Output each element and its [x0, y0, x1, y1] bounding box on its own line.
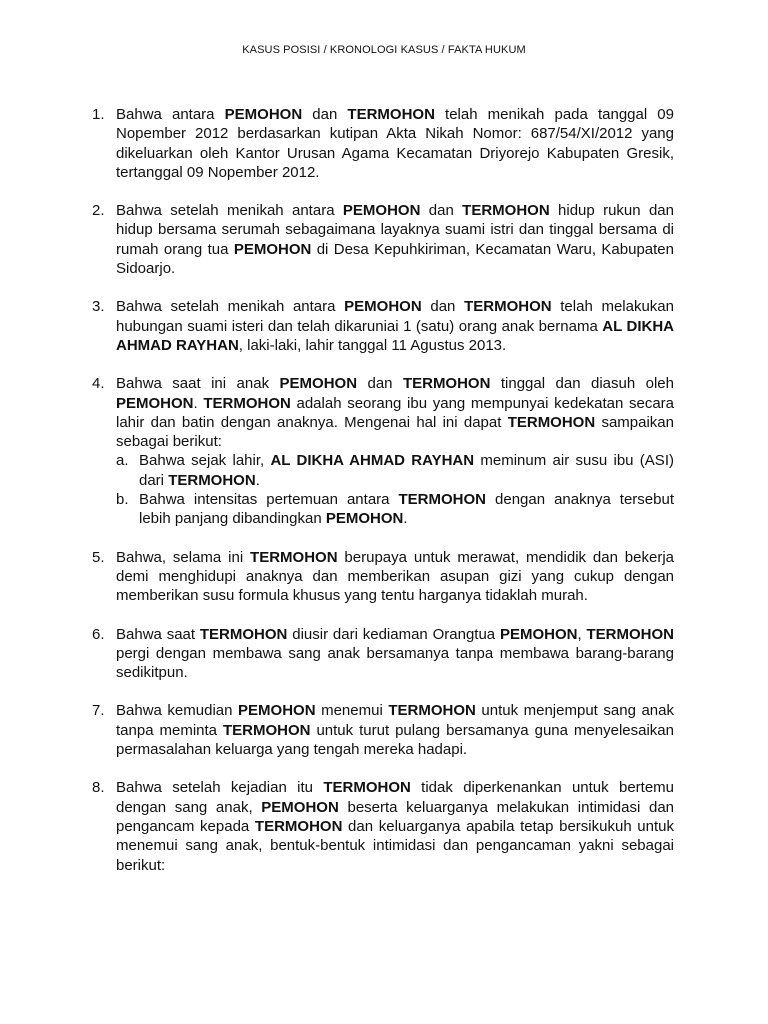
list-item — [92, 201, 674, 278]
bold-text-segment: TERMOHON — [462, 202, 550, 220]
sub-list-item — [116, 490, 674, 529]
text-segment: Bahwa setelah menikah antara — [116, 298, 345, 316]
bold-text-segment: PEMOHON — [261, 798, 339, 816]
list-item-number: 4. — [92, 375, 105, 393]
text-segment: tidak diperkenankan untuk bertemu dengan sang anak, — [116, 779, 675, 816]
sub-list-item — [116, 451, 674, 490]
text-segment: sampaikan sebagai berikut: — [116, 413, 674, 451]
bold-text-segment: AL DIKHA AHMAD RAYHAN — [270, 452, 475, 470]
text-segment: dengan anaknya tersebut lebih panjang dibandingkan — [139, 491, 675, 528]
text-segment: di Desa Kepuhkiriman, Kecamatan Waru, Kabupaten Sidoarjo. — [116, 240, 674, 278]
list-item-number: 3. — [92, 298, 105, 316]
text-segment: adalah seorang ibu yang mempunyai kedekatan secara lahir dan batin dengan anaknya. Mengenai hal ini dapat — [116, 394, 674, 431]
bold-text-segment: PEMOHON — [238, 702, 316, 720]
bold-text-segment: TERMOHON — [323, 779, 411, 797]
text-segment: . — [255, 471, 260, 489]
text-segment: dan — [302, 106, 348, 123]
bold-text-segment: PEMOHON — [233, 240, 312, 258]
text-segment: Bahwa kemudian — [116, 702, 239, 720]
bold-text-segment: TERMOHON — [398, 491, 487, 509]
sub-list-item-label: b. — [116, 491, 129, 509]
list-item-text — [116, 548, 674, 606]
text-segment: dan — [420, 202, 463, 220]
text-segment: telah menikah pada tanggal 09 Nopember 2012 berdasarkan kutipan Akta Nikah Nomor: 687/54/XI/2012 yang dikeluarkan oleh Kantor Urusan Agama Kecamatan Driyorejo Kabupaten Gresik, tertanggal 09 Nopember 2012. — [116, 106, 674, 181]
text-segment: Bahwa intensitas pertemuan antara — [139, 491, 399, 509]
fact-list — [92, 105, 674, 894]
list-item-number: 8. — [92, 779, 105, 797]
bold-text-segment: TERMOHON — [254, 817, 343, 835]
text-segment: . — [193, 394, 204, 412]
text-segment: telah melakukan hubungan suami isteri dan telah dikaruniai 1 (satu) orang anak bernama — [116, 298, 674, 335]
text-segment: , — [577, 625, 587, 643]
bold-text-segment: TERMOHON — [168, 471, 256, 489]
bold-text-segment: PEMOHON — [116, 394, 194, 412]
text-segment: dan keluarganya apabila tetap bersikukuh untuk menemui sang anak, bentuk-bentuk intimidasi dan pengancaman yakni sebagai berikut: — [116, 817, 675, 874]
text-segment: Bahwa setelah kejadian itu — [116, 779, 324, 797]
bold-text-segment: PEMOHON — [499, 625, 578, 643]
text-segment: . — [403, 510, 408, 528]
text-segment: Bahwa sejak lahir, — [139, 452, 271, 470]
text-segment: berupaya untuk merawat, mendidik dan bekerja demi menghidupi anaknya dan memberikan asupan gizi yang cukup dengan memberikan susu formula khusus yang tentu harganya tidaklah murah. — [116, 548, 675, 605]
list-item-number: 1. — [92, 106, 105, 123]
list-item — [92, 701, 674, 759]
bold-text-segment: TERMOHON — [222, 721, 311, 739]
text-segment: meminum air susu ibu (ASI) dari — [139, 452, 674, 489]
text-segment: Bahwa setelah menikah antara — [116, 202, 343, 220]
sub-list-item-text — [139, 490, 674, 529]
bold-text-segment: TERMOHON — [250, 548, 338, 566]
list-item — [92, 105, 674, 182]
bold-text-segment: TERMOHON — [199, 625, 288, 643]
list-item-text — [116, 374, 674, 451]
text-segment: untuk menjemput sang anak tanpa meminta — [116, 702, 674, 739]
list-item-number: 6. — [92, 625, 105, 643]
list-item-number: 2. — [92, 202, 105, 220]
list-item-text — [116, 778, 674, 874]
bold-text-segment: TERMOHON — [347, 106, 435, 123]
text-segment: hidup rukun dan hidup bersama serumah sebagaimana layaknya suami istri dan tinggal bersama di rumah orang tua — [116, 202, 674, 258]
list-item — [92, 778, 674, 874]
sub-list-item-label: a. — [116, 452, 129, 470]
sub-list-item-text — [139, 451, 674, 490]
bold-text-segment: PEMOHON — [279, 375, 358, 393]
text-segment: menemui — [315, 702, 389, 720]
bold-text-segment: PEMOHON — [344, 298, 422, 316]
list-item-text — [116, 105, 674, 182]
text-segment: Bahwa, selama ini — [116, 548, 251, 566]
bold-text-segment: PEMOHON — [224, 106, 303, 123]
list-item-text — [116, 701, 674, 759]
bold-text-segment: TERMOHON — [586, 625, 674, 643]
text-segment: tinggal dan diasuh oleh — [490, 375, 674, 393]
list-item-text — [116, 201, 674, 278]
list-item — [92, 625, 674, 683]
document-header: KASUS POSISI / KRONOLOGI KASUS / FAKTA HUKUM — [242, 44, 526, 56]
bold-text-segment: TERMOHON — [402, 375, 491, 393]
list-item — [92, 548, 674, 606]
bold-text-segment: PEMOHON — [342, 202, 421, 220]
text-segment: diusir dari kediaman Orangtua — [287, 625, 500, 643]
text-segment: Bahwa saat — [116, 625, 200, 643]
bold-text-segment: TERMOHON — [507, 413, 596, 431]
list-item-number: 5. — [92, 548, 105, 566]
text-segment: dan — [421, 298, 465, 316]
text-segment: dan — [357, 375, 403, 393]
text-segment: Bahwa saat ini anak — [116, 375, 280, 393]
bold-text-segment: AL DIKHA AHMAD RAYHAN — [116, 317, 674, 354]
bold-text-segment: PEMOHON — [325, 510, 404, 528]
text-segment: Bahwa antara — [116, 106, 225, 123]
bold-text-segment: TERMOHON — [203, 394, 291, 412]
list-item — [92, 374, 674, 528]
list-item — [92, 297, 674, 355]
list-item-number: 7. — [92, 702, 105, 720]
bold-text-segment: TERMOHON — [388, 702, 476, 720]
text-segment: untuk turut pulang bersamanya guna menyelesaikan permasalahan keluarga yang tengah mereka hadapi. — [116, 721, 674, 759]
list-item-text — [116, 625, 674, 683]
bold-text-segment: TERMOHON — [464, 298, 552, 316]
text-segment: pergi dengan membawa sang anak bersamanya tanpa membawa barang-barang sedikitpun. — [116, 644, 674, 682]
list-item-text — [116, 297, 674, 355]
text-segment: , laki-laki, lahir tanggal 11 Agustus 2013. — [238, 336, 507, 354]
text-segment: beserta keluarganya melakukan intimidasi dan pengancam kepada — [116, 798, 675, 835]
